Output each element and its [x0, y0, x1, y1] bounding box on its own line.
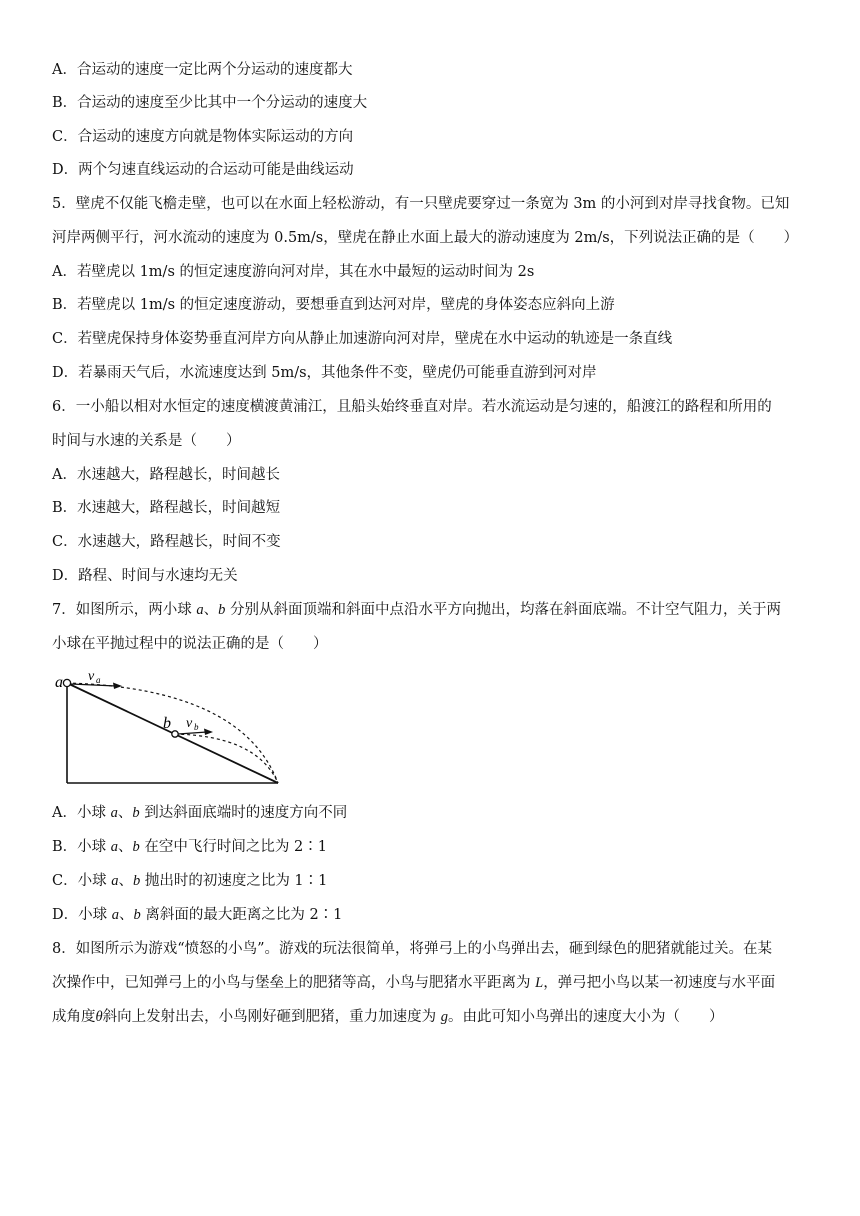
- q7-option-c: [52, 871, 820, 891]
- q7-option-d: [52, 905, 820, 925]
- q4-option-b: B．合运动的速度至少比其中一个分运动的速度大: [52, 95, 368, 111]
- q5-option-b: B．若壁虎以 1m/s 的恒定速度游动，要想垂直到达河对岸，壁虎的身体姿态应斜向上游: [52, 297, 615, 313]
- q7-sep: 、: [203, 602, 219, 618]
- incline-figure: [52, 668, 292, 790]
- var-b: b: [218, 602, 226, 618]
- var-a: a: [110, 839, 119, 855]
- q7-option-b: [52, 837, 820, 857]
- q5-option-a: A．若壁虎以 1m/s 的恒定速度游向河对岸，其在水中最短的运动时间为 2s: [52, 264, 535, 280]
- q7-stem-line1: [52, 600, 820, 620]
- q8-line2: [52, 973, 820, 993]
- label-b: b: [163, 715, 171, 732]
- var-theta: θ: [95, 1009, 103, 1025]
- var-b: b: [132, 839, 140, 855]
- q7-a-post: 到达斜面底端时的速度方向不同: [139, 805, 348, 821]
- label-vb-sub: b: [194, 722, 199, 732]
- q7-stem-pre: 7．如图所示，两小球: [52, 602, 197, 618]
- q6-option-d: D．路程、时间与水速均无关: [52, 568, 238, 584]
- q8-line3-post: 。由此可知小鸟弹出的速度大小为（ ）: [447, 1009, 724, 1025]
- ball-a: [63, 679, 70, 686]
- q7-b-pre: B．小球: [52, 839, 111, 855]
- q7-b-post: 在空中飞行时间之比为 2∶1: [139, 839, 327, 855]
- q7-c-pre: C．小球: [52, 873, 112, 889]
- q6-stem-line2: 时间与水速的关系是（ ）: [52, 433, 241, 449]
- q7-d-pre: D．小球: [52, 907, 112, 923]
- q5-option-d: D．若暴雨天气后，水流速度达到 5m/s，其他条件不变，壁虎仍可能垂直游到河对岸: [52, 365, 597, 381]
- q8-line3: [52, 1007, 820, 1027]
- q8-line2-pre: 次操作中，已知弹弓上的小鸟与堡垒上的肥猪等高，小鸟与肥猪水平距离为: [52, 975, 536, 991]
- velocity-arrow-b: [178, 732, 207, 734]
- label-vb: v: [186, 716, 193, 731]
- q7-a-pre: A．小球: [52, 805, 111, 821]
- label-va-sub: a: [96, 675, 101, 685]
- q5-option-c: C．若壁虎保持身体姿势垂直河岸方向从静止加速游向河对岸，壁虎在水中运动的轨迹是一条直线: [52, 331, 673, 347]
- q8-line1: 8．如图所示为游戏“愤怒的小鸟”。游戏的玩法很简单，将弹弓上的小鸟弹出去，砸到绿色的肥猪就能过关。在某: [52, 941, 773, 957]
- label-a: a: [55, 674, 63, 691]
- q7-option-a: [52, 803, 820, 823]
- var-L: L: [535, 975, 544, 991]
- var-b: b: [132, 805, 140, 821]
- q7-stem-line2: 小球在平抛过程中的说法正确的是（ ）: [52, 636, 328, 652]
- q7-d-post: 离斜面的最大距离之比为 2∶1: [140, 907, 343, 923]
- q5-stem-line2: 河岸两侧平行，河水流动的速度为 0.5m/s，壁虎在静止水面上最大的游动速度为 2m/s，下列说法正确的是（ ）: [52, 230, 799, 246]
- velocity-arrowhead-a: [113, 683, 122, 690]
- ball-b: [172, 731, 178, 737]
- q6-option-c: C．水速越大，路程越长，时间不变: [52, 534, 281, 550]
- q7-sep: 、: [118, 873, 133, 889]
- q7-sep: 、: [118, 907, 134, 923]
- var-a: a: [111, 873, 119, 889]
- q5-stem-line1: 5．壁虎不仅能飞檐走壁，也可以在水面上轻松游动，有一只壁虎要穿过一条宽为 3m 的小河到对岸寻找食物。已知: [52, 196, 790, 212]
- q4-option-a: A．合运动的速度一定比两个分运动的速度都大: [52, 62, 353, 78]
- q6-option-a: A．水速越大，路程越长，时间越长: [52, 467, 280, 483]
- var-a: a: [196, 602, 204, 618]
- velocity-arrowhead-b: [204, 729, 213, 736]
- q4-option-d: D．两个匀速直线运动的合运动可能是曲线运动: [52, 162, 354, 178]
- q4-option-c: C．合运动的速度方向就是物体实际运动的方向: [52, 129, 354, 145]
- q8-line3-mid: 斜向上发射出去，小鸟刚好砸到肥猪，重力加速度为: [102, 1009, 441, 1025]
- var-a: a: [110, 805, 118, 821]
- q8-line3-pre: 成角度: [52, 1009, 96, 1025]
- q7-c-post: 抛出时的初速度之比为 1∶1: [140, 873, 328, 889]
- var-b: b: [132, 873, 141, 889]
- q6-option-b: B．水速越大，路程越长，时间越短: [52, 500, 281, 516]
- label-va: v: [88, 669, 95, 684]
- var-g: g: [440, 1009, 448, 1025]
- q7-stem-post: 分别从斜面顶端和斜面中点沿水平方向抛出，均落在斜面底端。不计空气阻力，关于两: [225, 602, 781, 618]
- q7-sep: 、: [117, 805, 133, 821]
- q8-line2-post: ，弹弓把小鸟以某一初速度与水平面: [543, 975, 776, 991]
- q6-stem-line1: 6．一小船以相对水恒定的速度横渡黄浦江，且船头始终垂直对岸。若水流运动是匀速的，船渡江的路程和所用的: [52, 399, 772, 415]
- var-a: a: [111, 907, 119, 923]
- var-b: b: [133, 907, 141, 923]
- q7-sep: 、: [118, 839, 133, 855]
